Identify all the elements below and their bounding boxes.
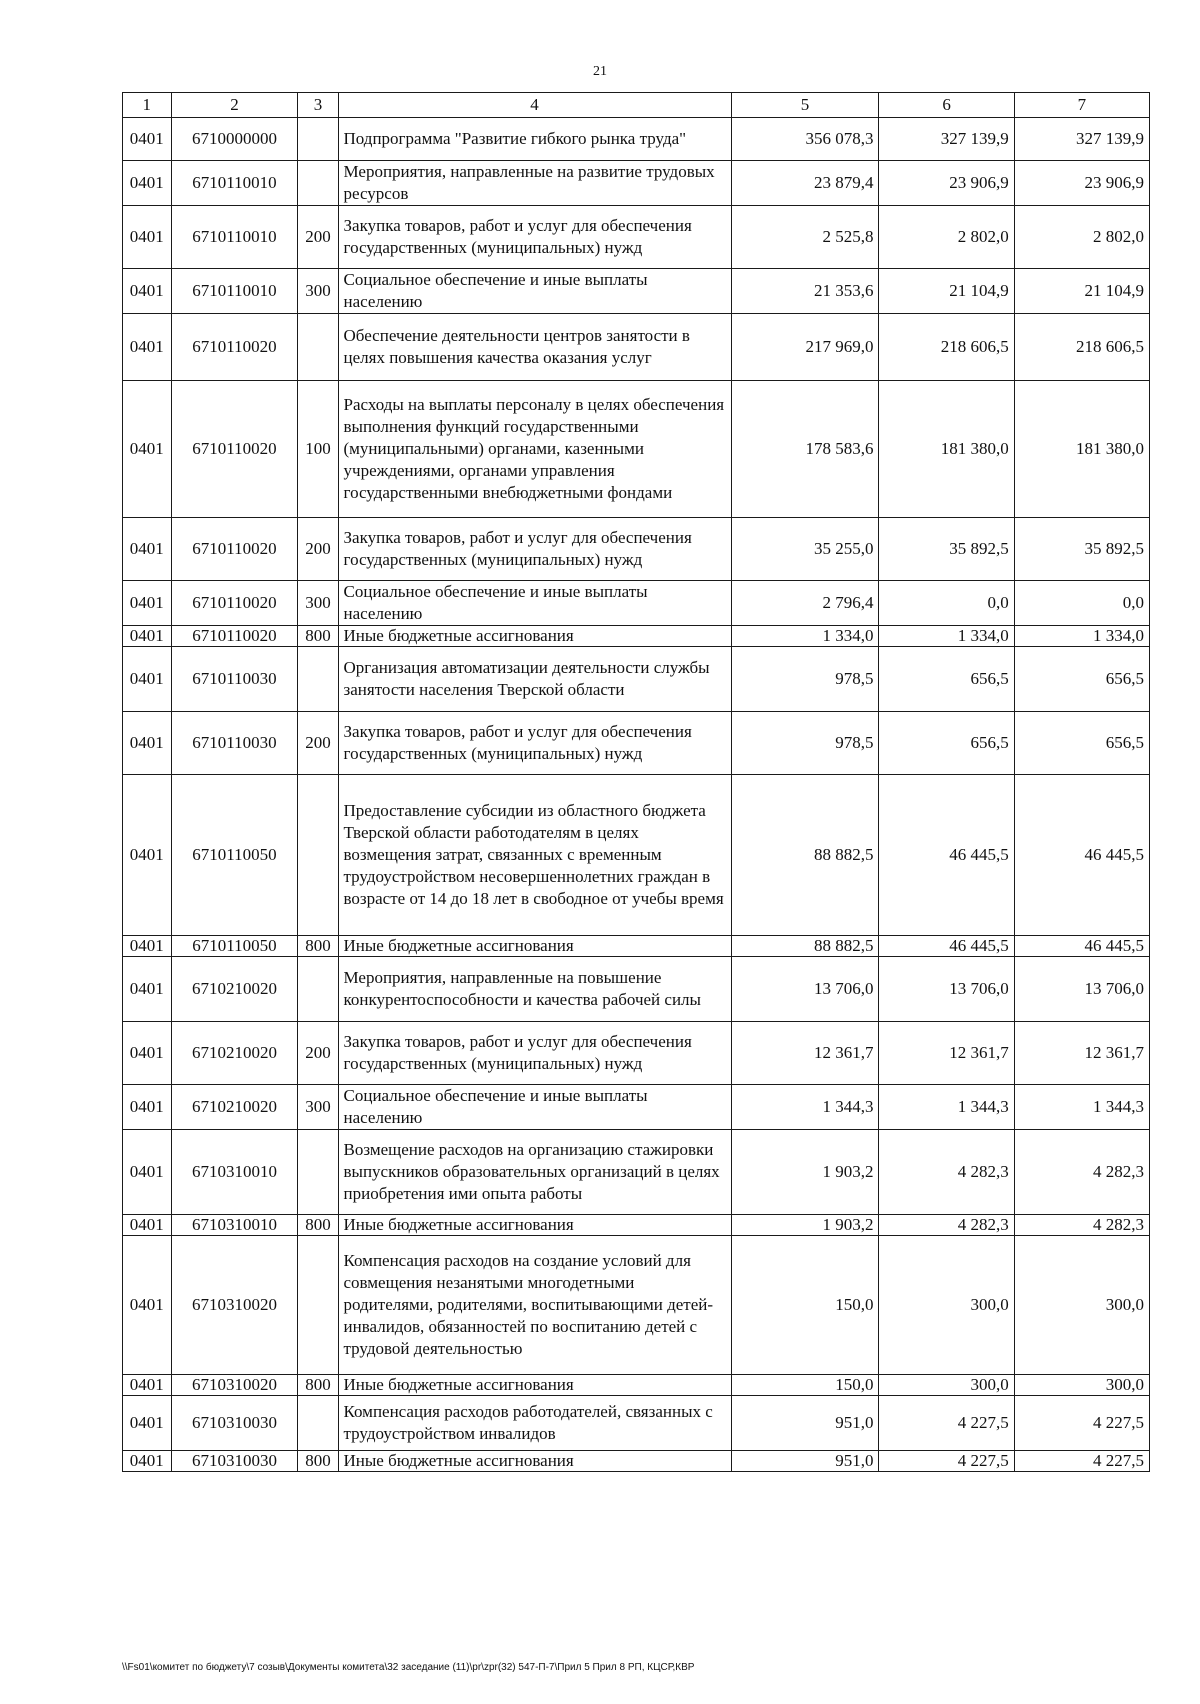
cell-section: 0401 (123, 712, 172, 775)
cell-name: Мероприятия, направленные на повышение конкурентоспособности и качества рабочей силы (338, 957, 731, 1022)
cell-name: Социальное обеспечение и иные выплаты населению (338, 581, 731, 626)
cell-amount-3: 300,0 (1014, 1375, 1149, 1396)
cell-amount-1: 35 255,0 (731, 518, 879, 581)
cell-amount-1: 2 525,8 (731, 206, 879, 269)
cell-expense-type: 800 (298, 1451, 338, 1472)
cell-section: 0401 (123, 1236, 172, 1375)
cell-amount-1: 88 882,5 (731, 936, 879, 957)
table-row (123, 647, 1150, 712)
cell-amount-2: 13 706,0 (879, 957, 1014, 1022)
cell-name: Социальное обеспечение и иные выплаты населению (338, 1085, 731, 1130)
header-col-3: 3 (298, 93, 338, 118)
cell-expense-type: 300 (298, 269, 338, 314)
table-row (123, 206, 1150, 269)
table-row (123, 626, 1150, 647)
cell-amount-1: 217 969,0 (731, 314, 879, 381)
cell-expense-type: 200 (298, 1022, 338, 1085)
cell-section: 0401 (123, 936, 172, 957)
cell-amount-2: 46 445,5 (879, 775, 1014, 936)
page-number: 21 (593, 64, 607, 79)
table-row (123, 161, 1150, 206)
cell-expense-type (298, 957, 338, 1022)
cell-section: 0401 (123, 1215, 172, 1236)
cell-amount-1: 12 361,7 (731, 1022, 879, 1085)
table-row (123, 581, 1150, 626)
cell-amount-3: 4 282,3 (1014, 1130, 1149, 1215)
cell-amount-2: 46 445,5 (879, 936, 1014, 957)
cell-amount-2: 656,5 (879, 647, 1014, 712)
cell-name: Иные бюджетные ассигнования (338, 1451, 731, 1472)
header-row (123, 93, 1150, 118)
cell-target-code: 6710110020 (171, 314, 298, 381)
cell-amount-2: 35 892,5 (879, 518, 1014, 581)
cell-amount-2: 1 344,3 (879, 1085, 1014, 1130)
cell-section: 0401 (123, 118, 172, 161)
cell-name: Иные бюджетные ассигнования (338, 1375, 731, 1396)
cell-section: 0401 (123, 381, 172, 518)
cell-section: 0401 (123, 626, 172, 647)
cell-amount-2: 1 334,0 (879, 626, 1014, 647)
cell-name: Мероприятия, направленные на развитие трудовых ресурсов (338, 161, 731, 206)
cell-section: 0401 (123, 1375, 172, 1396)
cell-amount-1: 2 796,4 (731, 581, 879, 626)
cell-expense-type (298, 1236, 338, 1375)
cell-name: Закупка товаров, работ и услуг для обеспечения государственных (муниципальных) нужд (338, 712, 731, 775)
cell-expense-type (298, 1130, 338, 1215)
cell-target-code: 6710310010 (171, 1130, 298, 1215)
cell-amount-3: 2 802,0 (1014, 206, 1149, 269)
cell-amount-3: 21 104,9 (1014, 269, 1149, 314)
table-row (123, 1451, 1150, 1472)
header-col-4: 4 (338, 93, 731, 118)
table-row (123, 936, 1150, 957)
cell-amount-3: 12 361,7 (1014, 1022, 1149, 1085)
cell-amount-3: 4 227,5 (1014, 1396, 1149, 1451)
cell-target-code: 6710110030 (171, 712, 298, 775)
cell-expense-type: 300 (298, 581, 338, 626)
cell-expense-type (298, 118, 338, 161)
cell-amount-3: 35 892,5 (1014, 518, 1149, 581)
cell-name: Иные бюджетные ассигнования (338, 626, 731, 647)
cell-target-code: 6710310010 (171, 1215, 298, 1236)
cell-amount-3: 46 445,5 (1014, 936, 1149, 957)
cell-name: Иные бюджетные ассигнования (338, 1215, 731, 1236)
table-row (123, 1396, 1150, 1451)
cell-amount-2: 0,0 (879, 581, 1014, 626)
cell-expense-type: 300 (298, 1085, 338, 1130)
cell-target-code: 6710210020 (171, 1085, 298, 1130)
cell-amount-1: 150,0 (731, 1375, 879, 1396)
cell-target-code: 6710310020 (171, 1236, 298, 1375)
cell-section: 0401 (123, 1130, 172, 1215)
cell-amount-2: 327 139,9 (879, 118, 1014, 161)
cell-expense-type: 200 (298, 206, 338, 269)
table-row (123, 957, 1150, 1022)
cell-target-code: 6710110020 (171, 518, 298, 581)
cell-amount-2: 12 361,7 (879, 1022, 1014, 1085)
table-body (123, 118, 1150, 1472)
cell-section: 0401 (123, 206, 172, 269)
cell-amount-2: 2 802,0 (879, 206, 1014, 269)
table-row (123, 712, 1150, 775)
cell-target-code: 6710310030 (171, 1451, 298, 1472)
cell-target-code: 6710210020 (171, 1022, 298, 1085)
cell-section: 0401 (123, 647, 172, 712)
cell-amount-3: 656,5 (1014, 647, 1149, 712)
cell-section: 0401 (123, 1085, 172, 1130)
cell-expense-type (298, 314, 338, 381)
cell-section: 0401 (123, 161, 172, 206)
cell-amount-3: 181 380,0 (1014, 381, 1149, 518)
cell-target-code: 6710110050 (171, 936, 298, 957)
cell-amount-3: 1 344,3 (1014, 1085, 1149, 1130)
cell-target-code: 6710110020 (171, 581, 298, 626)
cell-amount-3: 327 139,9 (1014, 118, 1149, 161)
cell-section: 0401 (123, 957, 172, 1022)
cell-name: Обеспечение деятельности центров занятости в целях повышения качества оказания услуг (338, 314, 731, 381)
cell-amount-2: 4 282,3 (879, 1130, 1014, 1215)
cell-name: Компенсация расходов на создание условий для совмещения незанятыми многодетными родителями, родителями, воспитывающими детей-инвалидов, обязанностей по воспитанию детей с трудовой деятельностью (338, 1236, 731, 1375)
cell-name: Закупка товаров, работ и услуг для обеспечения государственных (муниципальных) нужд (338, 206, 731, 269)
cell-expense-type: 200 (298, 712, 338, 775)
header-col-1: 1 (123, 93, 172, 118)
cell-amount-1: 88 882,5 (731, 775, 879, 936)
cell-section: 0401 (123, 314, 172, 381)
cell-amount-3: 4 282,3 (1014, 1215, 1149, 1236)
cell-section: 0401 (123, 1451, 172, 1472)
cell-amount-1: 951,0 (731, 1451, 879, 1472)
cell-expense-type (298, 647, 338, 712)
table-row (123, 118, 1150, 161)
cell-amount-1: 951,0 (731, 1396, 879, 1451)
header-col-6: 6 (879, 93, 1014, 118)
cell-name: Расходы на выплаты персоналу в целях обеспечения выполнения функций государственными (муниципальными) органами, казенными учреждениями, органами управления государственными внебюджетными фондами (338, 381, 731, 518)
cell-expense-type (298, 161, 338, 206)
cell-expense-type: 800 (298, 626, 338, 647)
cell-expense-type (298, 775, 338, 936)
cell-amount-3: 46 445,5 (1014, 775, 1149, 936)
cell-target-code: 6710110010 (171, 206, 298, 269)
cell-target-code: 6710110020 (171, 381, 298, 518)
cell-name: Социальное обеспечение и иные выплаты населению (338, 269, 731, 314)
cell-section: 0401 (123, 1396, 172, 1451)
cell-amount-3: 13 706,0 (1014, 957, 1149, 1022)
cell-section: 0401 (123, 1022, 172, 1085)
header-col-2: 2 (171, 93, 298, 118)
cell-amount-1: 1 903,2 (731, 1130, 879, 1215)
cell-amount-1: 21 353,6 (731, 269, 879, 314)
cell-amount-3: 23 906,9 (1014, 161, 1149, 206)
cell-expense-type (298, 1396, 338, 1451)
cell-amount-3: 218 606,5 (1014, 314, 1149, 381)
cell-name: Предоставление субсидии из областного бюджета Тверской области работодателям в целях возмещения затрат, связанных с временным трудоустройством несовершеннолетних граждан в возрасте от 14 до 18 лет в свободное от учебы время (338, 775, 731, 936)
cell-amount-3: 0,0 (1014, 581, 1149, 626)
table-row (123, 1130, 1150, 1215)
table-row (123, 518, 1150, 581)
cell-expense-type: 100 (298, 381, 338, 518)
cell-amount-3: 300,0 (1014, 1236, 1149, 1375)
table-row (123, 775, 1150, 936)
cell-amount-1: 1 334,0 (731, 626, 879, 647)
cell-section: 0401 (123, 518, 172, 581)
table-row (123, 1085, 1150, 1130)
cell-amount-2: 181 380,0 (879, 381, 1014, 518)
cell-target-code: 6710000000 (171, 118, 298, 161)
cell-expense-type: 800 (298, 1375, 338, 1396)
cell-section: 0401 (123, 269, 172, 314)
cell-section: 0401 (123, 775, 172, 936)
cell-expense-type: 800 (298, 1215, 338, 1236)
cell-target-code: 6710110010 (171, 269, 298, 314)
cell-target-code: 6710110030 (171, 647, 298, 712)
cell-amount-3: 656,5 (1014, 712, 1149, 775)
cell-amount-2: 218 606,5 (879, 314, 1014, 381)
table-row (123, 314, 1150, 381)
cell-section: 0401 (123, 581, 172, 626)
cell-amount-2: 656,5 (879, 712, 1014, 775)
cell-target-code: 6710210020 (171, 957, 298, 1022)
table-row (123, 1215, 1150, 1236)
table-row (123, 1375, 1150, 1396)
file-path-footer: \\Fs01\комитет по бюджету\7 созыв\Документы комитета\32 заседание (11)\pr\zpr(32) 547-П-7\Прил 5 Прил 8 РП, КЦСР,КВР (122, 1662, 695, 1673)
table-row (123, 1236, 1150, 1375)
cell-amount-1: 13 706,0 (731, 957, 879, 1022)
cell-amount-1: 178 583,6 (731, 381, 879, 518)
cell-amount-2: 21 104,9 (879, 269, 1014, 314)
cell-target-code: 6710310030 (171, 1396, 298, 1451)
cell-name: Возмещение расходов на организацию стажировки выпускников образовательных организаций в целях приобретения ими опыта работы (338, 1130, 731, 1215)
cell-target-code: 6710110010 (171, 161, 298, 206)
cell-amount-2: 4 227,5 (879, 1451, 1014, 1472)
table-row (123, 381, 1150, 518)
cell-amount-2: 300,0 (879, 1375, 1014, 1396)
cell-amount-1: 150,0 (731, 1236, 879, 1375)
cell-name: Компенсация расходов работодателей, связанных с трудоустройством инвалидов (338, 1396, 731, 1451)
table-row (123, 269, 1150, 314)
cell-amount-2: 4 227,5 (879, 1396, 1014, 1451)
cell-target-code: 6710110020 (171, 626, 298, 647)
cell-amount-2: 300,0 (879, 1236, 1014, 1375)
cell-name: Закупка товаров, работ и услуг для обеспечения государственных (муниципальных) нужд (338, 1022, 731, 1085)
budget-table (122, 92, 1150, 1472)
table-row (123, 1022, 1150, 1085)
cell-amount-1: 1 903,2 (731, 1215, 879, 1236)
cell-amount-3: 4 227,5 (1014, 1451, 1149, 1472)
cell-amount-1: 978,5 (731, 712, 879, 775)
cell-amount-3: 1 334,0 (1014, 626, 1149, 647)
cell-name: Организация автоматизации деятельности службы занятости населения Тверской области (338, 647, 731, 712)
cell-target-code: 6710110050 (171, 775, 298, 936)
cell-amount-1: 23 879,4 (731, 161, 879, 206)
cell-amount-1: 978,5 (731, 647, 879, 712)
cell-amount-1: 356 078,3 (731, 118, 879, 161)
cell-expense-type: 800 (298, 936, 338, 957)
cell-amount-2: 23 906,9 (879, 161, 1014, 206)
cell-target-code: 6710310020 (171, 1375, 298, 1396)
cell-name: Иные бюджетные ассигнования (338, 936, 731, 957)
header-col-5: 5 (731, 93, 879, 118)
cell-amount-2: 4 282,3 (879, 1215, 1014, 1236)
cell-expense-type: 200 (298, 518, 338, 581)
cell-name: Закупка товаров, работ и услуг для обеспечения государственных (муниципальных) нужд (338, 518, 731, 581)
cell-name: Подпрограмма "Развитие гибкого рынка труда" (338, 118, 731, 161)
cell-amount-1: 1 344,3 (731, 1085, 879, 1130)
header-col-7: 7 (1014, 93, 1149, 118)
